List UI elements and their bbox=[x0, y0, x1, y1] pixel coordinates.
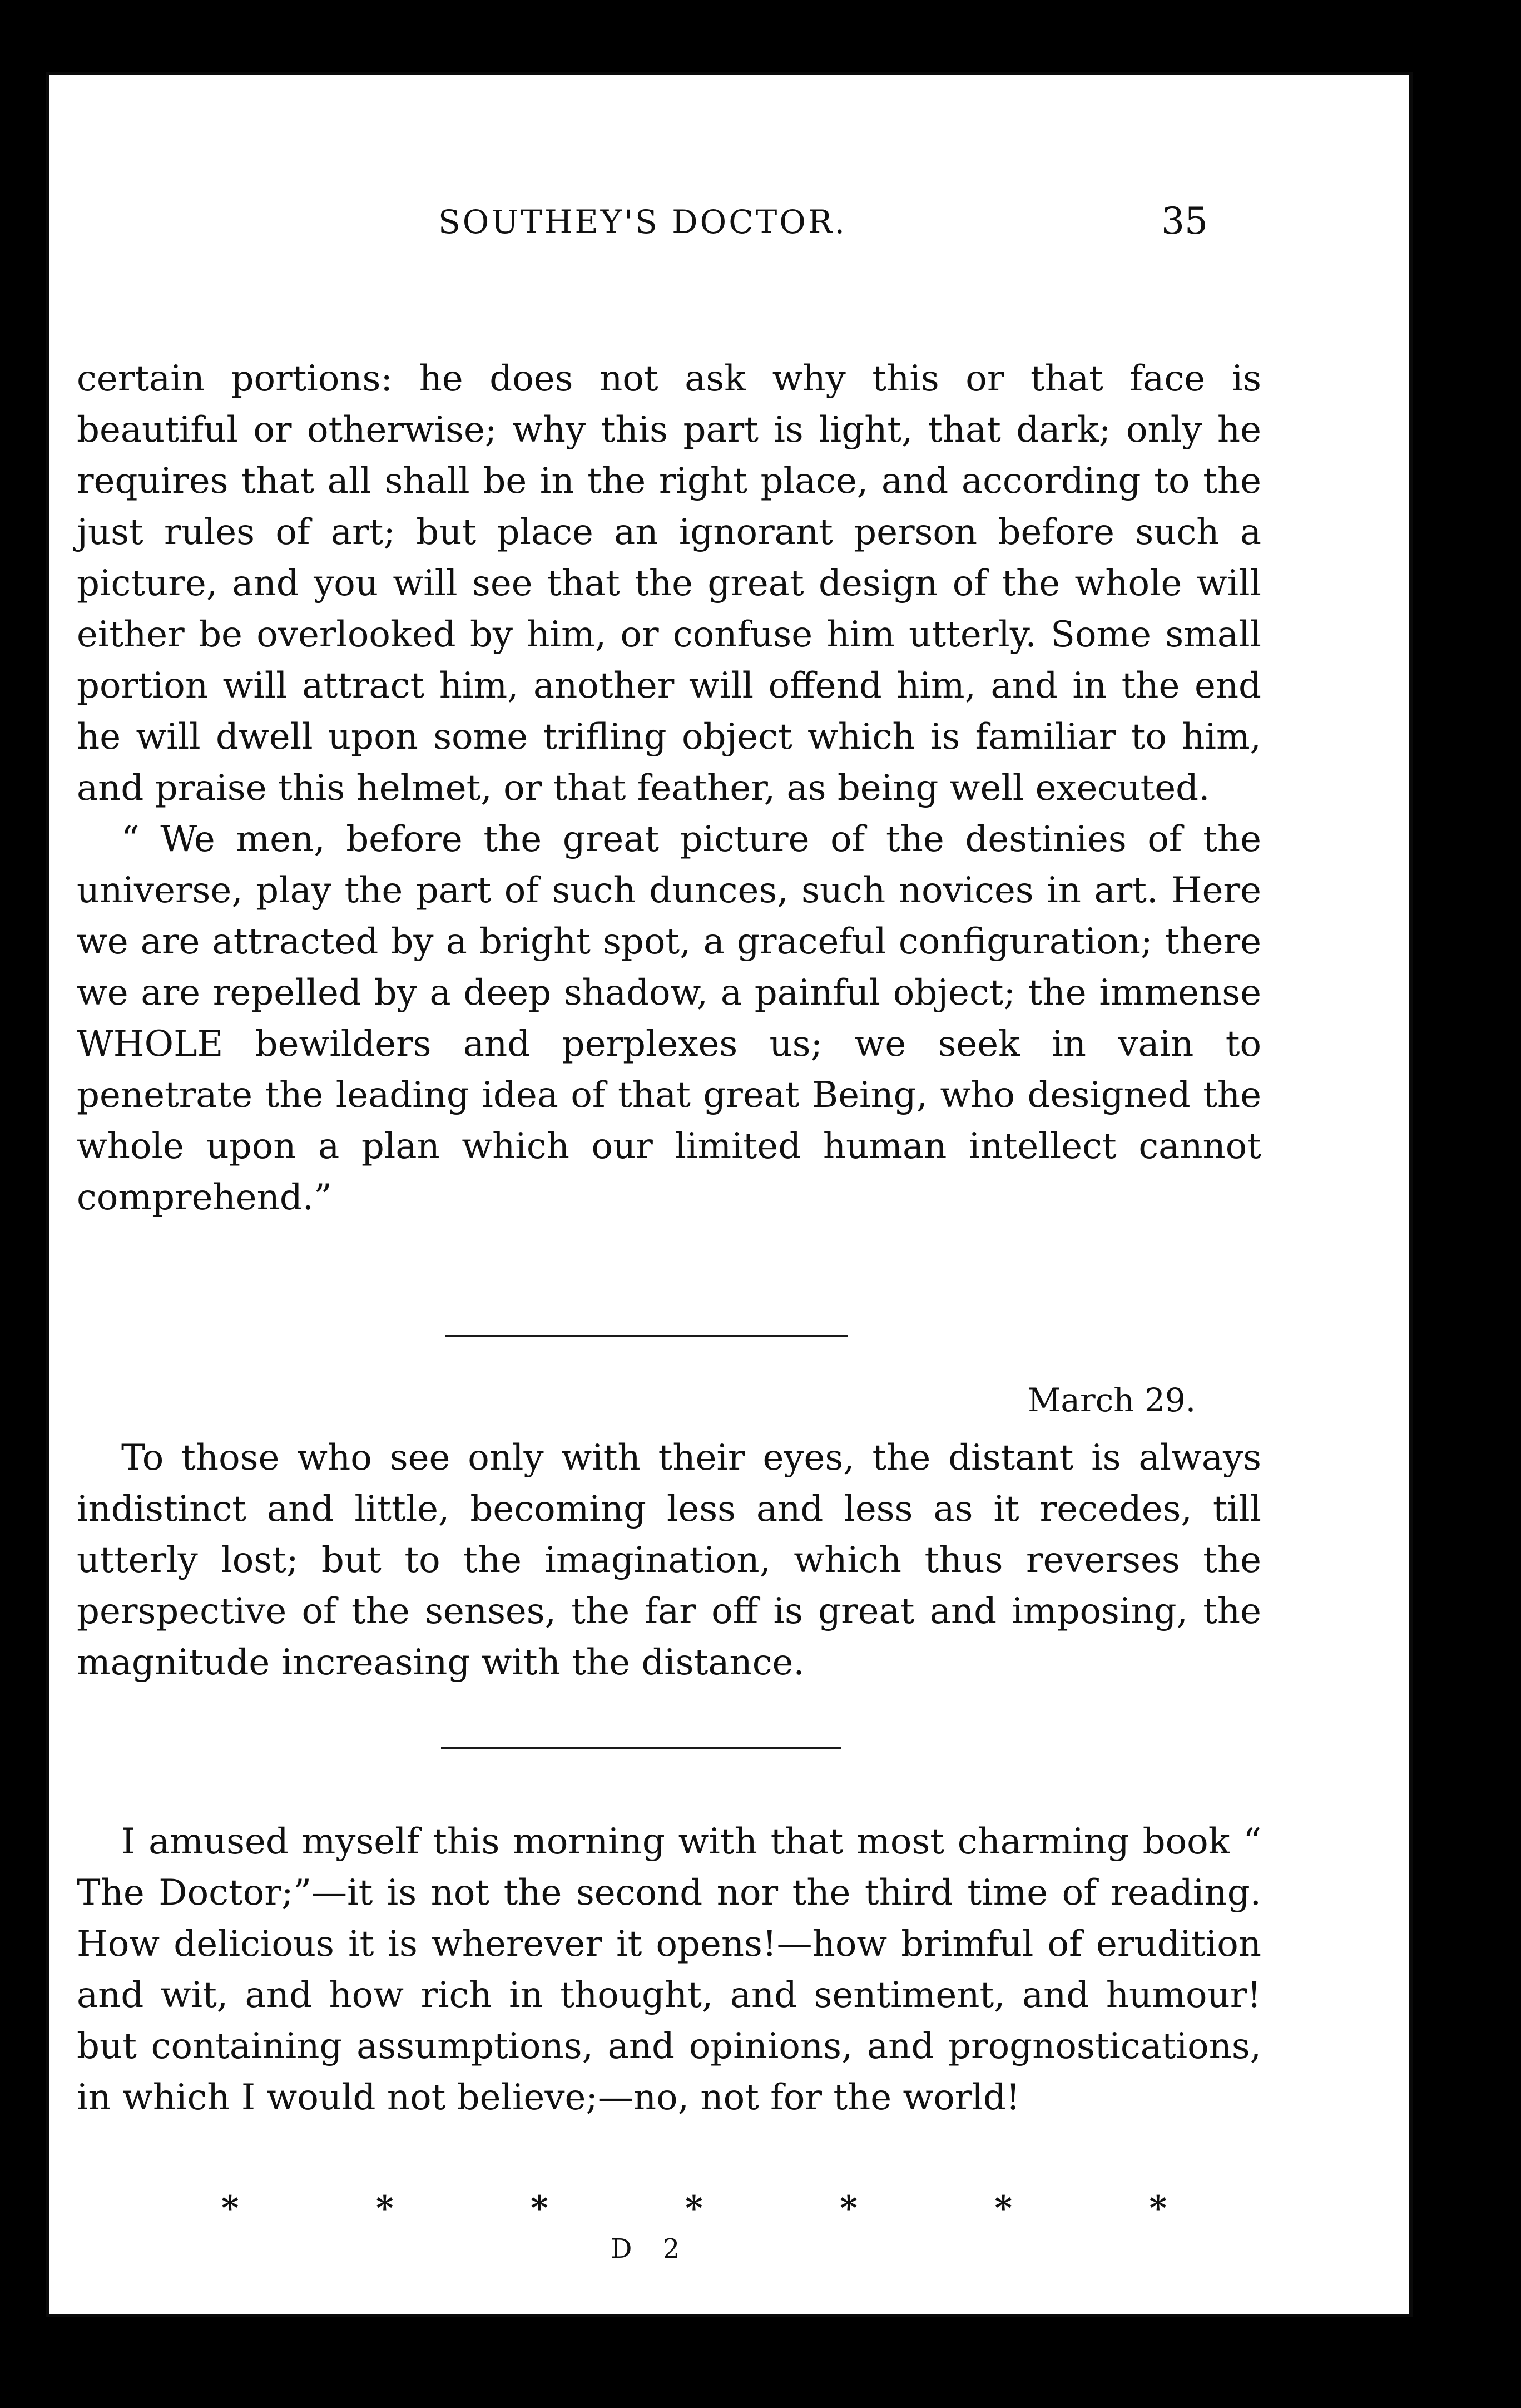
asterisk: * bbox=[840, 2189, 858, 2228]
asterisk: * bbox=[531, 2189, 548, 2228]
asterisk: * bbox=[685, 2189, 703, 2228]
asterisk: * bbox=[994, 2189, 1012, 2228]
text-block-continuation bbox=[77, 353, 1261, 1223]
page-number: 35 bbox=[1161, 200, 1208, 243]
asterisk: * bbox=[376, 2189, 394, 2228]
book-page bbox=[49, 75, 1409, 2314]
running-title: SOUTHEY'S DOCTOR. bbox=[438, 203, 847, 241]
dateline: March 29. bbox=[1028, 1381, 1196, 1419]
paragraph-2: “ We men, before the great picture of the destinies of the universe, play the part of such dunces, such novices in art. Here we are attracted by a bright spot, a graceful configuration; there we are repelled by a deep shadow, a painful object; the immense WHOLE bewilders and perplexes us; we seek in vain to penetrate the leading idea of that great Being, who designed the whole upon a plan which our limited human intellect cannot comprehend.” bbox=[77, 819, 1261, 1218]
asterisk: * bbox=[221, 2189, 239, 2228]
paragraph-4: I amused myself this morning with that most charming book “ The Doctor;”—it is not the second nor the third time of reading. How delicious it is wherever it opens!—how brimful of erudition and wit, and how rich in thought, and sentiment, and humour! but containing assumptions, and opinions, and prognostications, in which I would not believe;—no, not for the world! bbox=[77, 1821, 1261, 2118]
text-block-march-29 bbox=[77, 1432, 1261, 1688]
paragraph-1: certain portions: he does not ask why this or that face is beautiful or otherwise; why this part is light, that dark; only he requires that all shall be in the right place, and according to the just rules of art; but place an ignorant person before such a picture, and you will see that the great design of the whole will either be overlooked by him, or confuse him utterly. Some small portion will attract him, another will offend him, and in the end he will dwell upon some trifling object which is familiar to him, and praise this helmet, or that feather, as being well executed. bbox=[77, 358, 1261, 809]
text-block-the-doctor bbox=[77, 1816, 1261, 2123]
signature-mark: D 2 bbox=[611, 2233, 691, 2264]
asterisk: * bbox=[1149, 2189, 1167, 2228]
paragraph-3: To those who see only with their eyes, the distant is always indistinct and little, becoming less and less as it recedes, till utterly lost; but to the imagination, which thus reverses the perspective of the senses, the far off is great and imposing, the magnitude increasing with the distance. bbox=[77, 1437, 1261, 1683]
section-divider-1 bbox=[445, 1335, 848, 1337]
asterism-row bbox=[221, 2189, 1167, 2228]
running-head bbox=[49, 200, 1409, 264]
section-divider-2 bbox=[441, 1747, 841, 1749]
